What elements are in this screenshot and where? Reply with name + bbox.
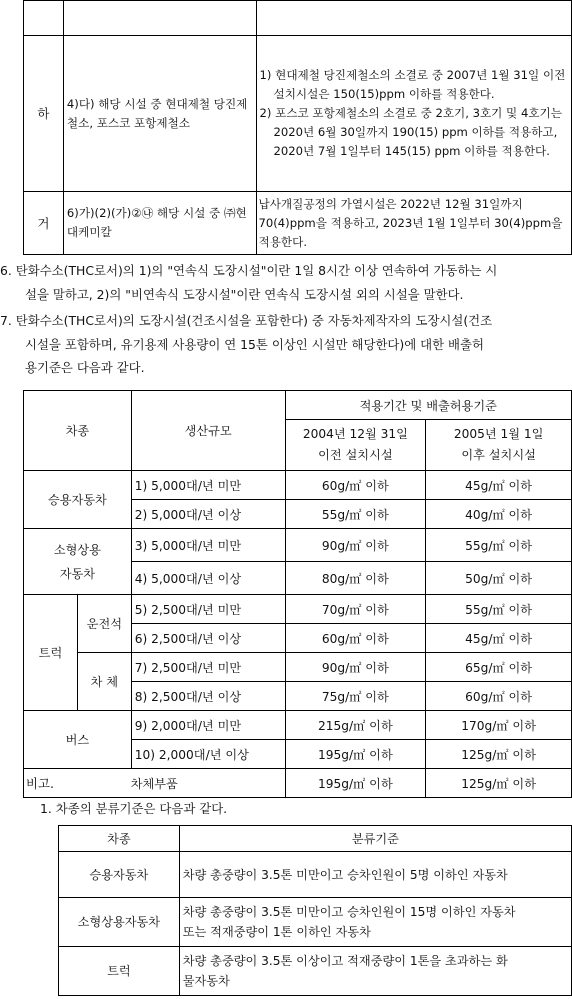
paragraph-line: 6. 탄화수소(THC로서)의 1)의 "연속식 도장시설"이란 1일 8시간 이상 연속하여 가동하는 시 <box>0 263 498 278</box>
table-row <box>24 36 572 192</box>
cell-after: 55g/㎡ 이하 <box>426 529 572 562</box>
header-scale: 생산규모 <box>131 391 285 471</box>
header-vehicle: 차종 <box>59 826 180 852</box>
table-row <box>24 711 572 740</box>
cell-after: 50g/㎡ 이하 <box>426 562 572 595</box>
cell-scale: 9) 2,000대/년 미만 <box>131 711 285 740</box>
paragraph-7 <box>0 309 492 380</box>
cell-scale: 2) 5,000대/년 이상 <box>131 500 285 529</box>
cell-before: 70g/㎡ 이하 <box>285 595 426 624</box>
header-period: 적용기간 및 배출허용기준 <box>285 391 572 420</box>
cell-scale: 1) 5,000대/년 미만 <box>131 471 285 500</box>
table-row <box>24 595 572 624</box>
header-after-line1: 2005년 1월 1일 <box>453 427 544 441</box>
group-label: 차체부품 <box>24 769 286 798</box>
vehicle-classification-table <box>58 825 572 996</box>
cell-scale: 10) 2,000대/년 이상 <box>131 740 285 769</box>
paragraph-line: 7. 탄화수소(THC로서)의 도장시설(건조시설을 포함한다) 중 자동차제작자의 도장시설(건조 <box>0 313 493 328</box>
cell-before: 90g/㎡ 이하 <box>285 529 426 562</box>
cell-scale: 4) 5,000대/년 이상 <box>131 562 285 595</box>
paragraph-6 <box>0 259 497 306</box>
emission-limits-table <box>23 390 572 798</box>
cell-after: 65g/㎡ 이하 <box>426 653 572 682</box>
cell-scale: 5) 2,500대/년 미만 <box>131 595 285 624</box>
group-label: 트럭 <box>24 595 78 711</box>
cell-after: 45g/㎡ 이하 <box>426 624 572 653</box>
cell-before: 75g/㎡ 이하 <box>285 682 426 711</box>
group-label: 승용자동차 <box>24 471 132 529</box>
table-row <box>24 653 572 682</box>
cell-before: 80g/㎡ 이하 <box>285 562 426 595</box>
header-before-line1: 2004년 12월 31일 <box>302 427 408 441</box>
criteria-line: 차량 총중량이 3.5톤 미만이고 승차인원이 15명 이하인 자동차 <box>182 905 516 919</box>
cell-criteria <box>179 852 571 898</box>
row-target: 4)다) 해당 시설 중 현대제철 당진제철소, 포스코 포항제철소 <box>63 36 256 192</box>
paragraph-line: 용기준은 다음과 같다. <box>25 360 145 375</box>
group-label <box>24 529 132 595</box>
cell-after: 40g/㎡ 이하 <box>426 500 572 529</box>
cell-after: 125g/㎡ 이하 <box>426 769 572 798</box>
cell-before: 215g/㎡ 이하 <box>285 711 426 740</box>
row-target <box>63 1 256 36</box>
row-label <box>24 1 64 36</box>
cell-vehicle: 트럭 <box>59 947 180 996</box>
content-line: 2) 포스코 포항제철소의 소결로 중 2호기, 3호기 및 4호기는 2020년 6월 30일까지 190(15) ppm 이하를 적용하고, 2020년 7월 1일부터 145(15) ppm 이하를 적용한다. <box>259 106 562 158</box>
cell-before: 90g/㎡ 이하 <box>285 653 426 682</box>
standards-table-continued <box>23 0 572 255</box>
table-row <box>24 1 572 36</box>
subgroup-label: 차 체 <box>77 653 131 711</box>
cell-vehicle: 승용자동차 <box>59 852 180 898</box>
header-row <box>59 826 572 852</box>
row-label: 하 <box>24 36 64 192</box>
cell-after: 45g/㎡ 이하 <box>426 471 572 500</box>
group-label: 버스 <box>24 711 132 769</box>
cell-scale: 7) 2,500대/년 미만 <box>131 653 285 682</box>
row-content <box>256 192 571 255</box>
row-target: 6)가)(2)(가)②㉯ 해당 시설 중 ㈜현대케미칼 <box>63 192 256 255</box>
row-content <box>256 1 571 36</box>
header-after-line2: 이후 설치시설 <box>461 448 536 462</box>
row-label: 거 <box>24 192 64 255</box>
header-before-line2: 이전 설치시설 <box>318 448 393 462</box>
cell-before: 60g/㎡ 이하 <box>285 624 426 653</box>
subgroup-label: 운전석 <box>77 595 131 653</box>
table-row <box>24 769 572 798</box>
cell-vehicle: 소형상용자동차 <box>59 898 180 947</box>
criteria-line: 차량 총중량이 3.5톤 미만이고 승차인원이 5명 이하인 자동차 <box>182 867 508 882</box>
note-item-1: 1. 차종의 분류기준은 다음과 같다. <box>40 801 228 816</box>
cell-after: 170g/㎡ 이하 <box>426 711 572 740</box>
cell-before: 60g/㎡ 이하 <box>285 471 426 500</box>
cell-criteria <box>179 898 571 947</box>
header-criteria: 분류기준 <box>179 826 571 852</box>
cell-after: 55g/㎡ 이하 <box>426 595 572 624</box>
header-row <box>24 391 572 420</box>
note-title: 비고. <box>26 776 54 791</box>
cell-scale: 3) 5,000대/년 미만 <box>131 529 285 562</box>
header-after <box>426 420 572 471</box>
group-label-line1: 소형상용 <box>53 542 101 557</box>
table-row <box>59 898 572 947</box>
table-row <box>24 471 572 500</box>
row-content <box>256 36 571 192</box>
table-row <box>24 192 572 255</box>
cell-before: 55g/㎡ 이하 <box>285 500 426 529</box>
paragraph-line: 설을 말하고, 2)의 "비연속식 도장시설"이란 연속식 도장시설 외의 시설을 말한다. <box>25 286 464 302</box>
header-vehicle: 차종 <box>24 391 132 471</box>
cell-scale: 8) 2,500대/년 이상 <box>131 682 285 711</box>
cell-after: 125g/㎡ 이하 <box>426 740 572 769</box>
cell-after: 60g/㎡ 이하 <box>426 682 572 711</box>
cell-scale: 6) 2,500대/년 이상 <box>131 624 285 653</box>
content-line: 1) 현대제철 당진제철소의 소결로 중 2007년 1월 31일 이전 설치시설은 150(15)ppm 이하를 적용한다. <box>259 68 566 101</box>
criteria-line: 물자동차 <box>182 974 230 988</box>
paragraph-line: 시설을 포함하며, 유기용제 사용량이 연 15톤 이상인 시설만 해당한다)에 대한 배출허 <box>25 336 484 352</box>
table-row <box>59 852 572 898</box>
table-row <box>24 529 572 562</box>
criteria-line: 차량 총중량이 3.5톤 이상이고 적재중량이 1톤을 초과하는 화 <box>182 954 508 968</box>
content-line: 납사개질공정의 가열시설은 2022년 12월 31일까지 70(4)ppm을 적용하고, 2023년 1월 1일부터 30(4)ppm을 적용한다. <box>258 196 563 249</box>
cell-criteria <box>179 947 571 996</box>
cell-before: 195g/㎡ 이하 <box>285 769 426 798</box>
header-before <box>285 420 426 471</box>
table-row <box>59 947 572 996</box>
cell-before: 195g/㎡ 이하 <box>285 740 426 769</box>
group-label-line2: 자동차 <box>59 566 96 581</box>
criteria-line: 또는 적재중량이 1톤 이하인 자동차 <box>182 925 371 939</box>
